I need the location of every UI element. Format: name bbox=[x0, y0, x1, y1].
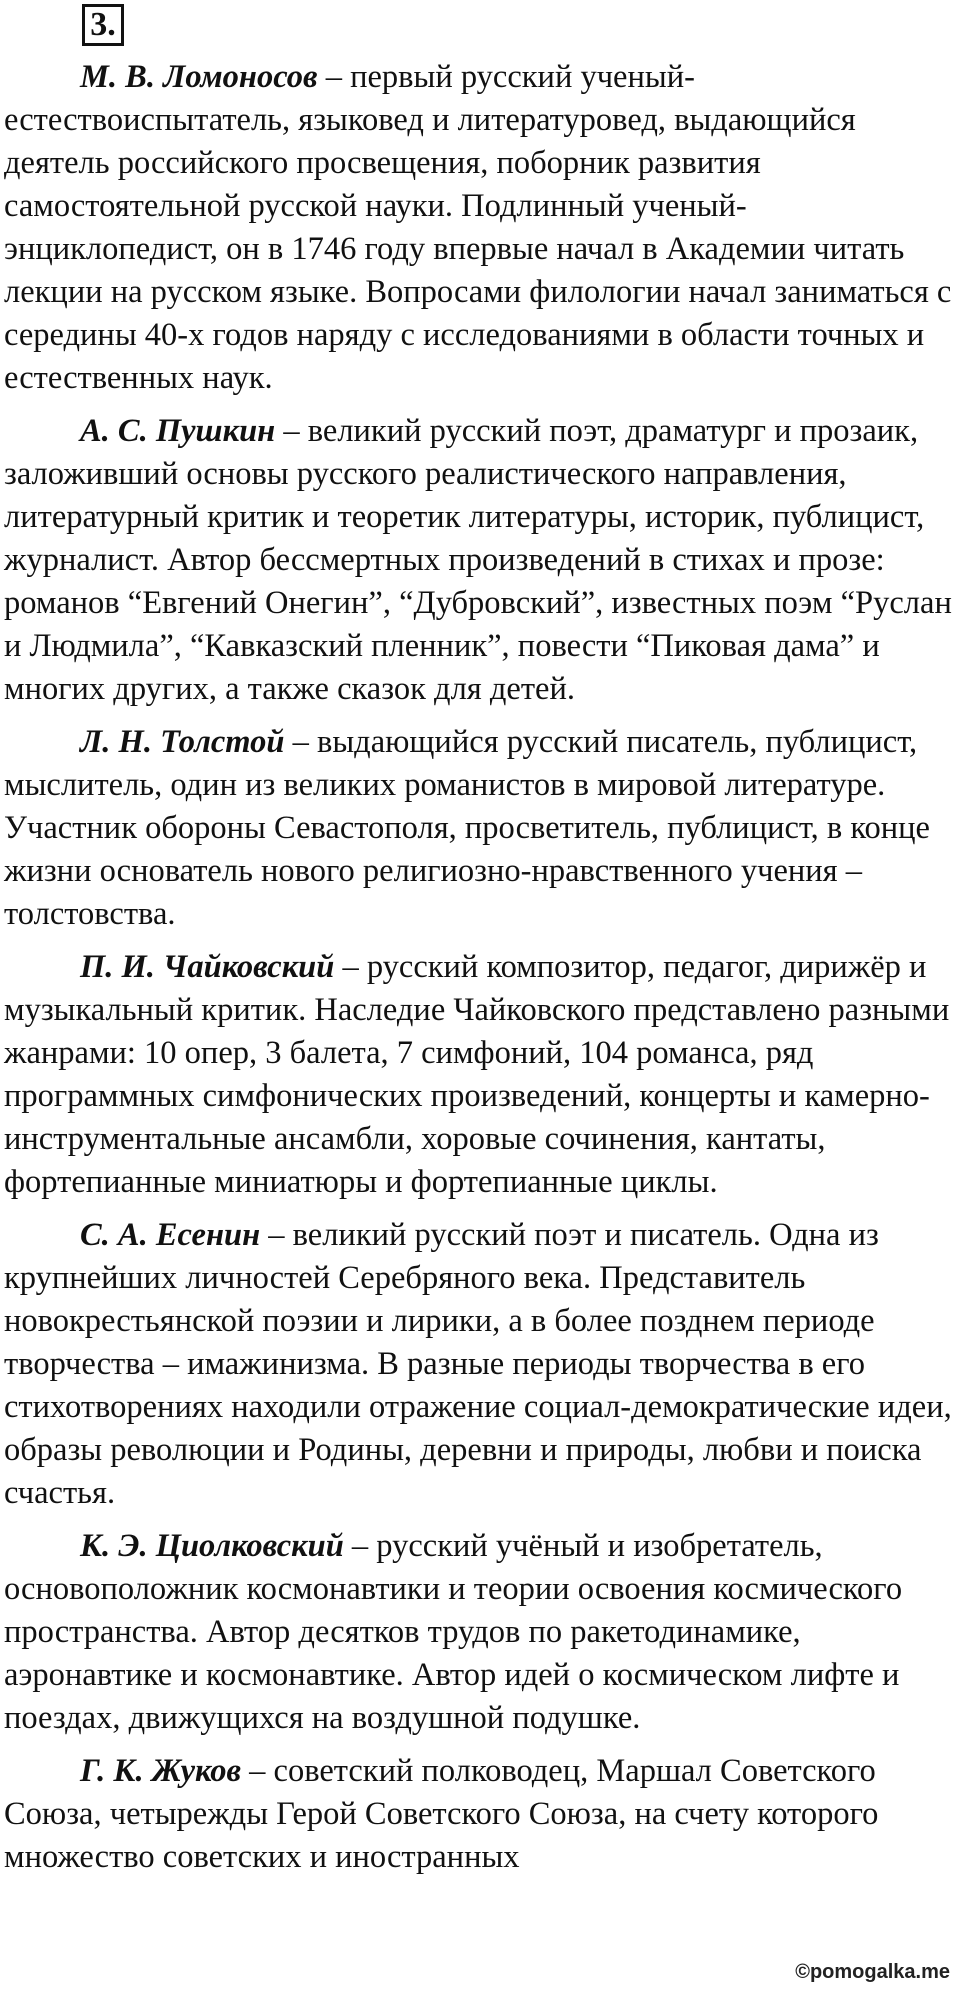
entry-lomonosov bbox=[4, 56, 956, 400]
entry-name: П. И. Чайковский bbox=[80, 949, 335, 985]
entry-text: – великий русский поэт, драматург и прозаик, заложивший основы русского реалистического направления, литературный критик и теоретик литературы, историк, публицист, журналист. Автор бессмертных произведений в стихах и прозе: романов “Евгений Онегин”, “Дубровский”, известных поэм “Руслан и Людмила”, “Кавказский пленник”, повести “Пиковая дама” и многих других, а также сказок для детей. bbox=[4, 413, 952, 707]
entry-yesenin bbox=[4, 1214, 956, 1515]
entry-name: К. Э. Циолковский bbox=[80, 1528, 344, 1564]
entry-name: Г. К. Жуков bbox=[80, 1753, 242, 1789]
entry-pushkin bbox=[4, 410, 956, 711]
task-number-box: 3. bbox=[82, 4, 124, 46]
document-body bbox=[4, 56, 956, 1889]
entry-text: – выдающийся русский писатель, публицист, мыслитель, один из великих романистов в мировой литературе. Участник обороны Севастополя, просветитель, публицист, в конце жизни основатель нового религиозно-нравственного учения – толстовства. bbox=[4, 724, 930, 932]
entry-name: С. А. Есенин bbox=[80, 1217, 261, 1253]
entry-tsiolkovsky bbox=[4, 1525, 956, 1740]
entry-zhukov bbox=[4, 1750, 956, 1879]
entry-text: – первый русский ученый-естествоиспытатель, языковед и литературовед, выдающийся деятель российского просвещения, поборник развития самостоятельной русской науки. Подлинный ученый-энциклопедист, он в 1746 году впервые начал в Академии читать лекции на русском языке. Вопросами филологии начал заниматься с середины 40-х годов наряду с исследованиями в области точных и естественных наук. bbox=[4, 59, 952, 396]
entry-name: М. В. Ломоносов bbox=[80, 59, 318, 95]
entry-tolstoy bbox=[4, 721, 956, 936]
entry-name: А. С. Пушкин bbox=[80, 413, 276, 449]
entry-text: – русский композитор, педагог, дирижёр и музыкальный критик. Наследие Чайковского представлено разными жанрами: 10 опер, 3 балета, 7 симфоний, 104 романса, ряд программных симфонических произведений, концерты и камерно-инструментальные ансамбли, хоровые сочинения, кантаты, фортепианные миниатюры и фортепианные циклы. bbox=[4, 949, 950, 1200]
watermark-label: ©pomogalka.me bbox=[795, 1961, 950, 1983]
entry-text: – советский полководец, Маршал Советского Союза, четырежды Герой Советского Союза, на счету которого множество советских и иностранных bbox=[4, 1753, 879, 1875]
entry-name: Л. Н. Толстой bbox=[80, 724, 285, 760]
entry-tchaikovsky bbox=[4, 946, 956, 1204]
entry-text: – великий русский поэт и писатель. Одна из крупнейших личностей Серебряного века. Представитель новокрестьянской поэзии и лирики, а в более позднем периоде творчества – имажинизма. В разные периоды творчества в его стихотворениях находили отражение социал-демократические идеи, образы революции и Родины, деревни и природы, любви и поиска счастья. bbox=[4, 1217, 952, 1511]
entry-text: – русский учёный и изобретатель, основоположник космонавтики и теории освоения космического пространства. Автор десятков трудов по ракетодинамике, аэронавтике и космонавтике. Автор идей о космическом лифте и поездах, движущихся на воздушной подушке. bbox=[4, 1528, 903, 1736]
